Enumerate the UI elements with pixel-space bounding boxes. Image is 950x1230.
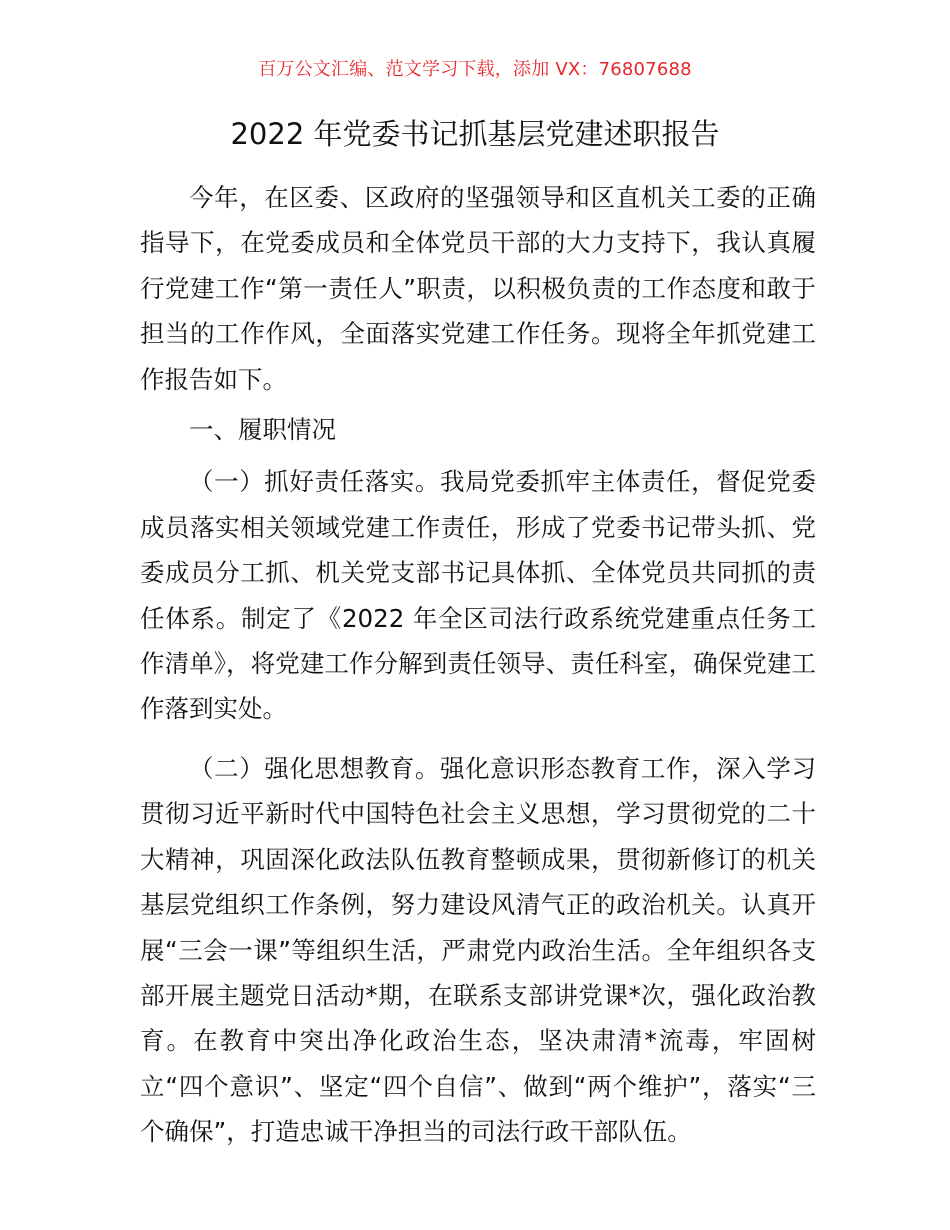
intro-paragraph: 今年，在区委、区政府的坚强领导和区直机关工委的正确指导下，在党委成员和全体党员干部的大力支持下，我认真履行党建工作“第一责任人”职责，以积极负责的工作态度和敢于担当的工作作风，全面落实党建工作任务。现将全年抓党建工作报告如下。 bbox=[140, 183, 816, 394]
section-heading: 一、履职情况 bbox=[189, 415, 336, 445]
paragraph-item-2: （二）强化思想教育。强化意识形态教育工作，深入学习贯彻习近平新时代中国特色社会主义思想，学习贯彻党的二十大精神，巩固深化政法队伍教育整顿成果，贯彻新修订的机关基层党组织工作条例，努力建设风清气正的政治机关。认真开展“三会一课”等组织生活，严肃党内政治生活。全年组织各支部开展主题党日活动*期，在联系支部讲党课*次，强化政治教育。在教育中突出净化政治生态，坚决肃清*流毒，牢固树立“四个意识”、坚定“四个自信”、做到“两个维护”，落实“三个确保”，打造忠诚干净担当的司法行政干部队伍。 bbox=[140, 753, 816, 1147]
document-body bbox=[140, 175, 816, 1155]
paragraph-item-1: （一）抓好责任落实。我局党委抓牢主体责任，督促党委成员落实相关领域党建工作责任，形成了党委书记带头抓、党委成员分工抓、机关党支部书记具体抓、全体党员共同抓的责任体系。制定了《2022 年全区司法行政系统党建重点任务工作清单》，将党建工作分解到责任领导、责任科室，确保党建工作落到实处。 bbox=[140, 467, 816, 724]
header-watermark-text: 百万公文汇编、范文学习下载，添加 VX：76807688 bbox=[258, 59, 692, 80]
document-title: 2022 年党委书记抓基层党建述职报告 bbox=[230, 117, 720, 151]
